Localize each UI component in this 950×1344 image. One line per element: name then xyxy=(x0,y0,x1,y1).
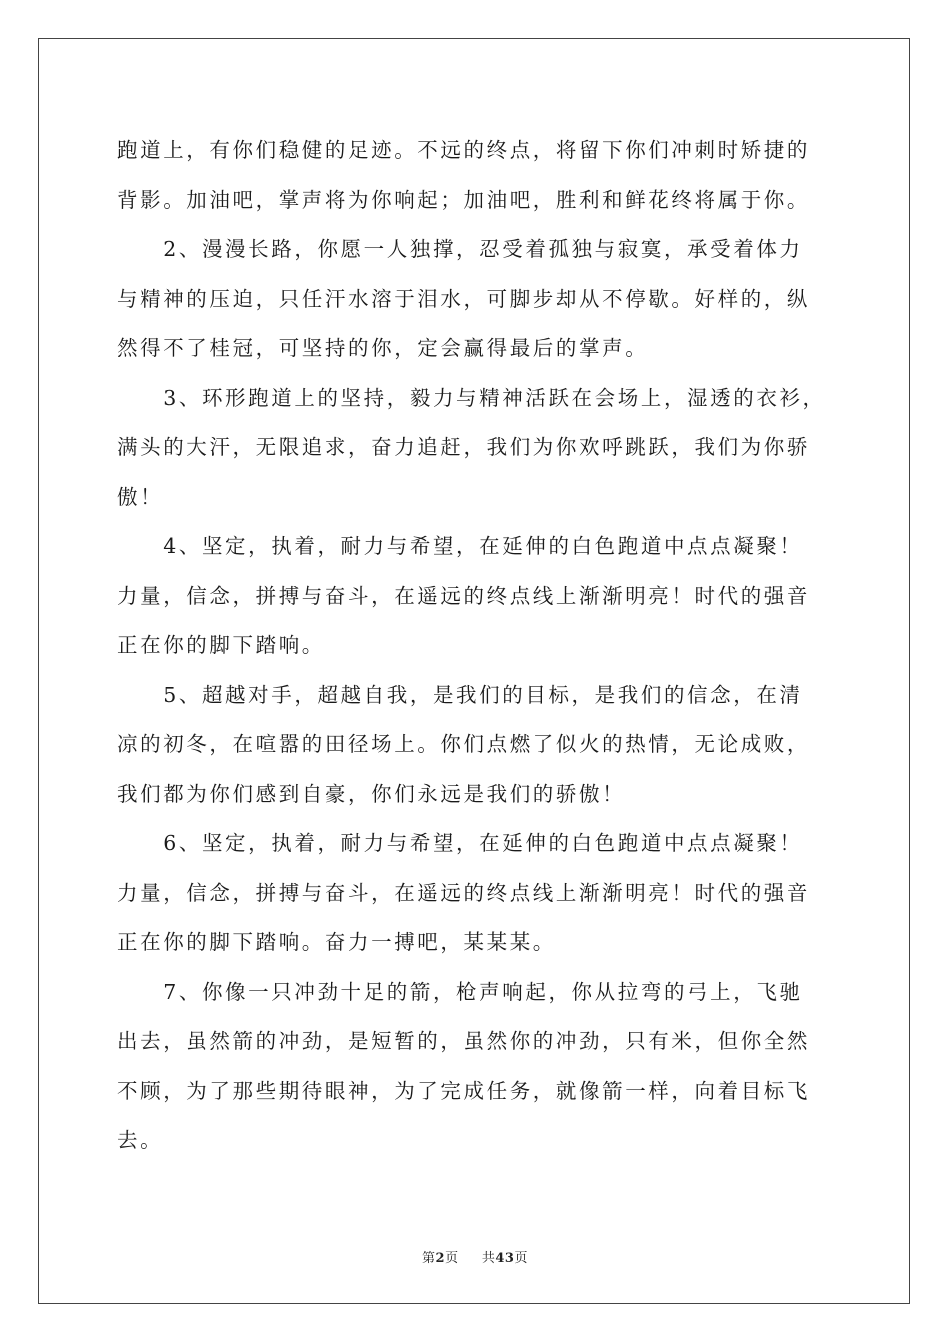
paragraph-6 xyxy=(117,819,833,968)
text-line: 5、超越对手，超越自我，是我们的目标，是我们的信念，在清 xyxy=(117,682,803,707)
text-line: 凉的初冬，在喧嚣的田径场上。你们点燃了似火的热情，无论成败， xyxy=(117,732,810,756)
page-suffix: 页 xyxy=(445,1251,459,1266)
text-line: 跑道上，有你们稳健的足迹。不远的终点，将留下你们冲刺时矫捷的 xyxy=(117,138,810,162)
paragraph-5 xyxy=(117,671,833,820)
text-line: 然得不了桂冠，可坚持的你，定会赢得最后的掌声。 xyxy=(117,336,649,360)
text-line: 我们都为你们感到自豪，你们永远是我们的骄傲！ xyxy=(117,781,626,806)
paragraph-4 xyxy=(117,522,833,671)
text-line: 去。 xyxy=(117,1128,164,1152)
page-number: 2 xyxy=(435,1251,446,1266)
document-body xyxy=(117,126,833,1166)
total-pages-indicator xyxy=(482,1247,528,1266)
total-suffix: 页 xyxy=(514,1251,528,1266)
text-line: 背影。加油吧，掌声将为你响起；加油吧，胜利和鲜花终将属于你。 xyxy=(117,187,810,212)
total-pages: 43 xyxy=(495,1251,515,1266)
text-line: 出去，虽然箭的冲劲，是短暂的，虽然你的冲劲，只有米，但你全然 xyxy=(117,1029,810,1053)
text-line: 正在你的脚下踏响。 xyxy=(117,633,325,657)
text-line: 4、坚定，执着，耐力与希望，在延伸的白色跑道中点点凝聚！ xyxy=(117,534,803,558)
text-line: 傲！ xyxy=(117,484,164,509)
text-line: 不顾，为了那些期待眼神，为了完成任务，就像箭一样，向着目标飞 xyxy=(117,1078,810,1103)
total-prefix: 共 xyxy=(481,1251,496,1266)
text-line: 力量，信念，拼搏与奋斗，在遥远的终点线上渐渐明亮！时代的强音 xyxy=(117,583,810,608)
paragraph-2 xyxy=(117,225,833,374)
text-line: 6、坚定，执着，耐力与希望，在延伸的白色跑道中点点凝聚！ xyxy=(117,831,803,855)
paragraph-7 xyxy=(117,968,833,1166)
text-line: 满头的大汗，无限追求，奋力追赶，我们为你欢呼跳跃，我们为你骄 xyxy=(117,435,810,459)
text-line: 力量，信念，拼搏与奋斗，在遥远的终点线上渐渐明亮！时代的强音 xyxy=(117,880,810,905)
page-prefix: 第 xyxy=(422,1251,436,1266)
text-line: 7、你像一只冲劲十足的箭，枪声响起，你从拉弯的弓上，飞驰 xyxy=(117,979,803,1004)
text-line: 正在你的脚下踏响。奋力一搏吧，某某某。 xyxy=(117,930,556,954)
paragraph-1 xyxy=(117,126,833,225)
text-line: 与精神的压迫，只任汗水溶于泪水，可脚步却从不停歇。好样的，纵 xyxy=(117,286,810,311)
page-indicator xyxy=(422,1247,459,1266)
text-line: 3、环形跑道上的坚持，毅力与精神活跃在会场上，湿透的衣衫， xyxy=(117,385,826,410)
paragraph-3 xyxy=(117,374,833,523)
page-footer xyxy=(0,1247,950,1266)
text-line: 2、漫漫长路，你愿一人独撑，忍受着孤独与寂寞，承受着体力 xyxy=(117,237,803,261)
